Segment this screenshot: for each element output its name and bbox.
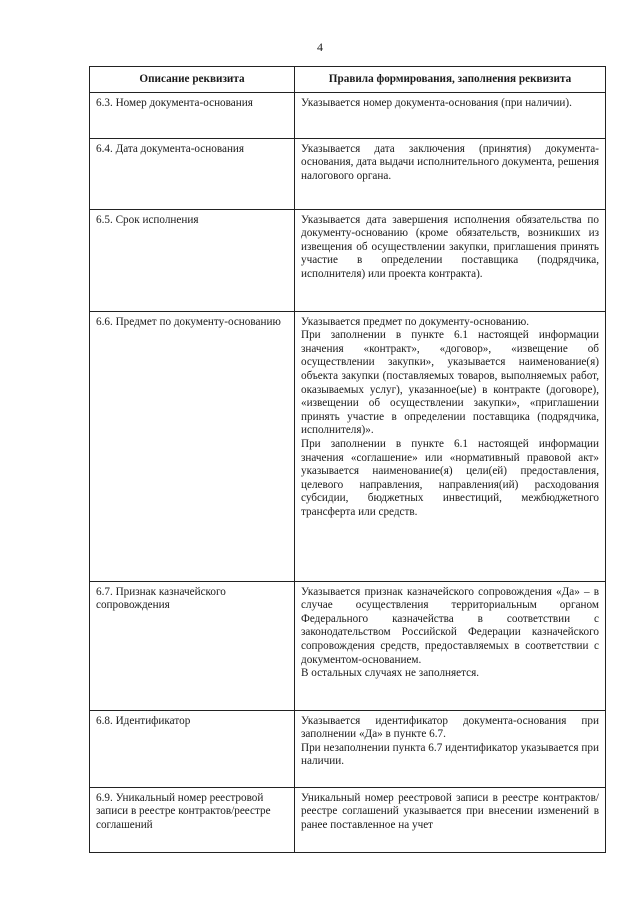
table-row: [90, 311, 606, 581]
header-description: Описание реквизита: [90, 67, 295, 93]
table-row: [90, 787, 606, 852]
rule-paragraph: Указывается дата заключения (принятия) документа-основания, дата выдачи исполнительного документа, решения налогового органа.: [301, 142, 599, 182]
row-rules: [295, 92, 606, 138]
table-header-row: [90, 67, 606, 93]
row-rules: [295, 787, 606, 852]
row-rules: [295, 710, 606, 787]
row-description: 6.8. Идентификатор: [90, 710, 295, 787]
row-rules: [295, 581, 606, 710]
row-rules: [295, 209, 606, 311]
page-number: 4: [317, 40, 323, 54]
rule-paragraph: Указывается предмет по документу-основанию.: [301, 315, 530, 328]
rule-paragraph: Указывается номер документа-основания (при наличии).: [301, 96, 572, 109]
rule-paragraph: В остальных случаях не заполняется.: [301, 667, 480, 680]
table-row: [90, 209, 606, 311]
rule-paragraph: Уникальный номер реестровой записи в реестре контрактов/реестре соглашений указывается при внесении изменений в ранее поставленное на учет: [301, 791, 599, 831]
row-description: 6.3. Номер документа-основания: [90, 92, 295, 138]
row-description: 6.6. Предмет по документу-основанию: [90, 311, 295, 581]
row-description: 6.4. Дата документа-основания: [90, 138, 295, 209]
table-row: [90, 710, 606, 787]
rule-paragraph: Указывается идентификатор документа-основания при заполнении «Да» в пункте 6.7.: [301, 714, 599, 741]
table-row: [90, 581, 606, 710]
rule-paragraph: При заполнении в пункте 6.1 настоящей информации значения «контракт», «договор», «извещение об осуществлении закупки», указывается наименование(я) объекта закупки (поставляемых товаров, выполняемых работ, оказываемых услуг), указанное(ые) в контракте (договоре), «извещении об осуществлении закупки», «приглашении принять участие в определении поставщика (подрядчика, исполнителя)».: [301, 329, 599, 437]
row-description: 6.7. Признак казначейского сопровождения: [90, 581, 295, 710]
row-description: 6.9. Уникальный номер реестровой записи в реестре контрактов/реестре соглашений: [90, 787, 295, 852]
table-row: [90, 138, 606, 209]
row-rules: [295, 138, 606, 209]
row-rules: [295, 311, 606, 581]
row-description: 6.5. Срок исполнения: [90, 209, 295, 311]
rule-paragraph: При заполнении в пункте 6.1 настоящей информации значения «соглашение» или «нормативный правовой акт» указывается наименование(я) цели(ей) предоставления, целевого направления, направления(ий) расходования субсидии, бюджетных инвестиций, межбюджетного трансферта или средств.: [301, 437, 599, 518]
rule-paragraph: Указывается дата завершения исполнения обязательства по документу-основанию (кроме обязательств, возникших из извещения об осуществлении закупки, приглашения принять участие в определении поставщика (подрядчика, исполнителя) или проекта контракта).: [301, 213, 599, 280]
rule-paragraph: Указывается признак казначейского сопровождения «Да» – в случае осуществления территориальным органом Федерального казначейства в соответствии с законодательством Российской Федерации казначейского сопровождения средств, предоставляемых в соответствии с документом-основанием.: [301, 585, 599, 666]
header-rules: Правила формирования, заполнения реквизита: [295, 67, 606, 93]
rule-paragraph: При незаполнении пункта 6.7 идентификатор указывается при наличии.: [301, 741, 599, 768]
table-row: [90, 92, 606, 138]
requisites-table: [89, 66, 606, 853]
